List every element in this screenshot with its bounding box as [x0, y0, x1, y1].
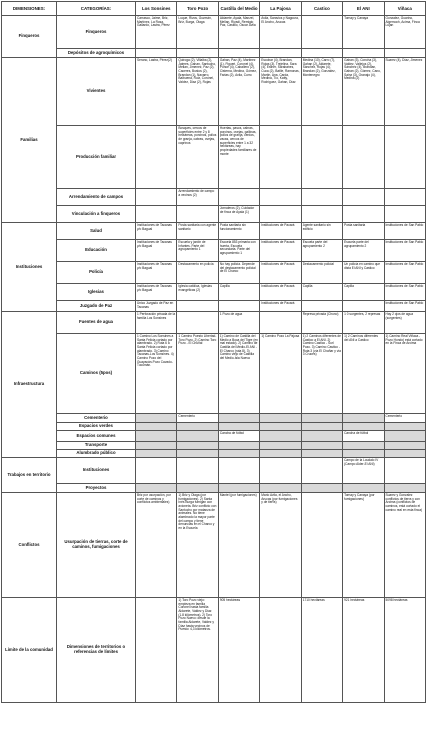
- value-cell: 921 hectáreas: [343, 598, 384, 703]
- table-row: [2, 16, 426, 49]
- value-cell: Capilla: [343, 284, 384, 301]
- value-cell: [384, 423, 425, 431]
- value-cell: [177, 301, 218, 312]
- category-cell: Vivientes: [57, 58, 136, 126]
- value-cell: Instituciones de San Pablo: [384, 301, 425, 312]
- category-cell: Espacios verdes: [57, 423, 136, 431]
- table-row: [2, 334, 426, 414]
- value-cell: [218, 458, 259, 484]
- table-row: [2, 414, 426, 423]
- table-row: [2, 598, 426, 703]
- header-el-ani: El ANI: [343, 2, 384, 16]
- value-cell: [136, 484, 177, 493]
- value-cell: 1 Camino Puesto Libertad-Toro Pozo. 2) Camino Toro Pozo - El Chuñal: [177, 334, 218, 414]
- value-cell: [301, 126, 342, 189]
- value-cell: [301, 493, 342, 598]
- value-cell: Instituciones de Pacará: [260, 284, 301, 301]
- category-cell: Finqueros: [57, 16, 136, 49]
- table-row: [2, 58, 426, 126]
- value-cell: Campo de la Loudalo IV (Campo Alder-El ANI): [343, 458, 384, 484]
- dimension-cell: Finqueros: [2, 16, 57, 58]
- value-cell: [343, 189, 384, 206]
- value-cell: Instituciones de Tacanas y/o Bagual: [136, 223, 177, 240]
- dimension-cell: Infraestructura: [2, 312, 57, 458]
- category-cell: Producción familiar: [57, 126, 136, 189]
- value-cell: [301, 450, 342, 458]
- value-cell: [218, 414, 259, 423]
- category-cell: Arrendamiento de campos: [57, 189, 136, 206]
- table-row: [2, 301, 426, 312]
- value-cell: [218, 301, 259, 312]
- category-cell: Dimensiones de territorios o referencias de límites: [57, 598, 136, 703]
- value-cell: Instituciones de San Pablo: [384, 223, 425, 240]
- category-cell: Juzgado de Paz: [57, 301, 136, 312]
- category-cell: Proyectos: [57, 484, 136, 493]
- value-cell: [343, 206, 384, 223]
- value-cell: Avila, Saravios y Nagoura, El Ancho, Arucas: [260, 16, 301, 49]
- header-vinaca: Viñaca: [384, 2, 425, 16]
- table-row: [2, 493, 426, 598]
- table-row: [2, 284, 426, 301]
- value-cell: Cancha de fútbol: [218, 431, 259, 442]
- value-cell: Escuela parte del agrupamiento 2: [301, 240, 342, 262]
- value-cell: [384, 126, 425, 189]
- value-cell: 1 Perforación privada de la familia Los Sonsines: [136, 312, 177, 334]
- value-cell: [343, 49, 384, 58]
- value-cell: [343, 414, 384, 423]
- value-cell: [343, 301, 384, 312]
- table-row: [2, 423, 426, 431]
- value-cell: Escuela 853 primaria con huerta. Escuela secundaria. Parte del agrupamiento 1: [218, 240, 259, 262]
- value-cell: Un policía en camino que dista El ANI y Castico: [343, 262, 384, 284]
- value-cell: [218, 450, 259, 458]
- value-cell: [260, 423, 301, 431]
- value-cell: Instituciones de San Pablo: [384, 240, 425, 262]
- value-cell: 1 Camino Los Sonsines a Santa Felicia cortado por alambrado. 2) Ruta 6 a Santa Felicia cortado por alambrado. 3) Camino Tacanas-Los Sonsines. 4) Camino Pozo del Guayacán-Pozo Cavado-Tucumán.: [136, 334, 177, 414]
- value-cell: Instituciones de Pacará: [260, 262, 301, 284]
- value-cell: [384, 189, 425, 206]
- value-cell: 5098 hectáreas: [384, 598, 425, 703]
- value-cell: [343, 450, 384, 458]
- value-cell: Mario Avila, el Ancho, Arucas (por fumigaciones y de tierra): [260, 493, 301, 598]
- value-cell: No hay policía. Depende del destacamento policial de El Charco: [218, 262, 259, 284]
- value-cell: Suarez y Gonzalez conflictos de tierra y con Arcima (conflictos de caminos, está cortado el camino real en esta finca): [384, 493, 425, 598]
- header-castico: Castico: [301, 2, 342, 16]
- value-cell: [177, 312, 218, 334]
- value-cell: Escobar (4), Brandan, Rojas (3), Trejelina, Sara (4), Esther, Sarabanes, Cuca (2), Batlle, Ramonas, Martín, Ana, Carda, Medina, Tío, Katty, Rodríguez, Gahan, Díaz: [260, 58, 301, 126]
- value-cell: 1 Pozo de agua: [218, 312, 259, 334]
- value-cell: Posta sanitaria: [343, 223, 384, 240]
- dimension-cell: Límite de la comunidad: [2, 598, 57, 703]
- value-cell: [301, 458, 342, 484]
- category-cell: Salud: [57, 223, 136, 240]
- category-cell: Cementerio: [57, 414, 136, 423]
- value-cell: [177, 206, 218, 223]
- value-cell: [301, 301, 342, 312]
- value-cell: [136, 206, 177, 223]
- value-cell: [136, 49, 177, 58]
- value-cell: Briz por usurpación, por corte de caminos y conflictos ambientales): [136, 493, 177, 598]
- value-cell: [260, 598, 301, 703]
- value-cell: Instituciones de Tacanas y/o Bagual: [136, 284, 177, 301]
- table-row: [2, 223, 426, 240]
- dimension-cell: Instituciones: [2, 223, 57, 312]
- value-cell: [218, 442, 259, 450]
- dimension-cell: Trabajos en territorio: [2, 458, 57, 493]
- value-cell: 1) Toro Pozo viejo: empieza en familia Coronel hasta familia Aldarete, Valdez y Díaz (1.8 kilómetros). 2) Toro Pozo Nuevo: desde la familia Aldarete, Valdez y Díaz hasta vecinos de Puesto: 4,3 kilómetros.: [177, 598, 218, 703]
- value-cell: [260, 189, 301, 206]
- value-cell: [136, 458, 177, 484]
- value-cell: [301, 16, 342, 49]
- value-cell: 1) 2 Caminos diferentes de Castico a El ANI. 2) Camino Castico - Surl Pozo. 3) Camino Castico - Ruta 3 (vía El Chañar y vía 3 Cruces): [301, 334, 342, 414]
- value-cell: [260, 450, 301, 458]
- value-cell: Cancha de fútbol: [343, 431, 384, 442]
- value-cell: [260, 484, 301, 493]
- category-cell: Depósitos de agroquímicos: [57, 49, 136, 58]
- header-castilla-del-medio: Castilla del Medio: [218, 2, 259, 16]
- value-cell: Capilla: [301, 284, 342, 301]
- value-cell: [260, 442, 301, 450]
- value-cell: Instituciones de Pacará: [260, 223, 301, 240]
- table-row: [2, 312, 426, 334]
- value-cell: Posta sanitaria sin funcionamiento: [218, 223, 259, 240]
- value-cell: 1) Briz y Olaga (por fumigaciones). 2) Santa Inés Burga fumigan con avioneta. Briz conflicto con Santucho por matanza de animales. No tiene alambrado la mayor parte del campo y tiene denuncias en el Charco y en la Escuela: [177, 493, 218, 598]
- value-cell: [301, 442, 342, 450]
- value-cell: [384, 206, 425, 223]
- table-row: [2, 240, 426, 262]
- value-cell: [136, 423, 177, 431]
- value-cell: Bosques, cercos de superficies entre 2 y 8 hectáreas, porcinos, pollos de granja, cabras, ovejas, caprinos: [177, 126, 218, 189]
- value-cell: 1) Camino de Castilla del Medio a Boca del Tigre (en mal estado). 2) Camino de Castilla del Medio-El ANI - El Charco (ruta 8). 3) Camino viejo de Castilla del Medio-Isla Nueva: [218, 334, 259, 414]
- value-cell: [384, 442, 425, 450]
- value-cell: Gonzalez, Guarino, Algemoch, Acima, Finca Lujan: [384, 16, 425, 49]
- value-cell: [177, 442, 218, 450]
- value-cell: Hay 2 ojos de agua (surgentes): [384, 312, 425, 334]
- value-cell: Único Juzgado de Paz en Tacanas: [136, 301, 177, 312]
- value-cell: 1) Camino Pozo La Pajosa: [260, 334, 301, 414]
- value-cell: [301, 414, 342, 423]
- header-los-sonsines: Los Sonsines: [136, 2, 177, 16]
- value-cell: [260, 312, 301, 334]
- table-row: [2, 262, 426, 284]
- header-la-pajosa: La Pajosa: [260, 2, 301, 16]
- value-cell: Posta sanitaria con agente sanitario: [177, 223, 218, 240]
- table-row: [2, 189, 426, 206]
- value-cell: [384, 450, 425, 458]
- value-cell: [343, 442, 384, 450]
- value-cell: Luque, Rizos, Guzmán, Briz, Burga, Olaga: [177, 16, 218, 49]
- value-cell: Tornay y Canaya: [343, 16, 384, 49]
- value-cell: Destacamento policial: [301, 262, 342, 284]
- value-cell: Destacamento en policía: [177, 262, 218, 284]
- header-dimensiones: DIMENSIONES:: [2, 2, 57, 16]
- value-cell: [260, 431, 301, 442]
- value-cell: [301, 431, 342, 442]
- value-cell: [218, 49, 259, 58]
- value-cell: [260, 414, 301, 423]
- value-cell: [177, 484, 218, 493]
- table-row: [2, 484, 426, 493]
- table-row: [2, 206, 426, 223]
- value-cell: Cementerio: [177, 414, 218, 423]
- value-cell: [218, 189, 259, 206]
- value-cell: [384, 431, 425, 442]
- category-cell: Espacios comunes: [57, 431, 136, 442]
- value-cell: Aldarete, Ayala, Manzel, Mellan, Rivadi, Remigio Paz, Castillo, Oscar Ávila: [218, 16, 259, 49]
- value-cell: Capilla: [218, 284, 259, 301]
- value-cell: Instituciones de Pacará: [260, 301, 301, 312]
- value-cell: Arrendamiento de campo a vecinos (2): [177, 189, 218, 206]
- value-cell: Represa privada (Chuno): [301, 312, 342, 334]
- category-cell: Alumbrado público: [57, 450, 136, 458]
- value-cell: Escuela parte del agrupamiento 2: [343, 240, 384, 262]
- category-cell: Instituciones: [57, 458, 136, 484]
- value-cell: 905 hectáreas: [218, 598, 259, 703]
- header-row: [2, 2, 426, 16]
- value-cell: [301, 49, 342, 58]
- value-cell: 1) Camino Real Viñaca - Pozo Hondo) está cortado en la Finca de Arcima: [384, 334, 425, 414]
- value-cell: Quiroga (2), Villalba (2), Jaimes, Gahan, Santucho, Mellan, Jimenez, Paz (2), Caceres, Bustos (2), Brandan (1), Navarro, Balbuena, Ruiz, Coronel, Valdez, Diaz (2), Rojas: [177, 58, 218, 126]
- value-cell: [218, 484, 259, 493]
- value-cell: Serano, Lastra, Pérez(2): [136, 58, 177, 126]
- category-cell: Iglesias: [57, 284, 136, 301]
- value-cell: [177, 458, 218, 484]
- value-cell: [384, 458, 425, 484]
- category-cell: Fuentes de agua: [57, 312, 136, 334]
- value-cell: Medina (10), Carro (7), Gahan (2), Aldarete, Sánchez, Rojas (4), Brandan (2), Gonzalez, Montenegro: [301, 58, 342, 126]
- value-cell: Instituciones de Pacará: [260, 240, 301, 262]
- value-cell: [177, 423, 218, 431]
- category-cell: Vinculación a finqueros: [57, 206, 136, 223]
- value-cell: Agente sanitario sin edificio: [301, 223, 342, 240]
- value-cell: [301, 423, 342, 431]
- table-row: [2, 431, 426, 442]
- value-cell: [301, 484, 342, 493]
- value-cell: 1710 hectáreas: [301, 598, 342, 703]
- value-cell: Mantel (por fumigaciones): [218, 493, 259, 598]
- value-cell: [343, 423, 384, 431]
- value-cell: [301, 206, 342, 223]
- value-cell: [136, 189, 177, 206]
- value-cell: [136, 414, 177, 423]
- value-cell: [136, 598, 177, 703]
- value-cell: [260, 126, 301, 189]
- value-cell: [218, 423, 259, 431]
- value-cell: [260, 49, 301, 58]
- table-row: [2, 450, 426, 458]
- value-cell: Instituciones de Tacanas y/o Bagual: [136, 240, 177, 262]
- value-cell: Carrasco, Jaime, Briz, Martínez, La Rosa, Gallardo, Lastra, Pérez: [136, 16, 177, 49]
- value-cell: [384, 49, 425, 58]
- value-cell: [260, 206, 301, 223]
- value-cell: Gahan, Paz (4), Martinez (1), Figueri, Coronel (4), Ponce (4), Caballero (2), Cisterna, Medina, Gómez, Farias (2), Avila, Curro: [218, 58, 259, 126]
- value-cell: 1 0 surgentes, 2 represas: [343, 312, 384, 334]
- value-cell: [177, 431, 218, 442]
- value-cell: [136, 431, 177, 442]
- value-cell: Cementerio: [384, 414, 425, 423]
- value-cell: [343, 126, 384, 189]
- value-cell: Suarez (4), Díaz, Jimenez: [384, 58, 425, 126]
- dimension-cell: Familias: [2, 58, 57, 223]
- table-row: [2, 442, 426, 450]
- value-cell: [343, 484, 384, 493]
- value-cell: [260, 458, 301, 484]
- category-cell: Educación: [57, 240, 136, 262]
- value-cell: Instituciones de San Pablo: [384, 262, 425, 284]
- category-cell: Usurpación de tierras, corte de caminos, fumigaciones: [57, 493, 136, 598]
- header-toro-pozo: Toro Pozo: [177, 2, 218, 16]
- value-cell: Jornaleros (2), Cuidador de finca de Ayala (1): [218, 206, 259, 223]
- territory-table: [1, 1, 426, 703]
- header-categorias: CATEGORÍAS:: [57, 2, 136, 16]
- value-cell: [136, 450, 177, 458]
- table-row: [2, 126, 426, 189]
- value-cell: [136, 126, 177, 189]
- value-cell: Iglesia católica, Iglesias evangélicas (2): [177, 284, 218, 301]
- value-cell: Escuela y jardín de Infantes. Parte del agrupamiento 1: [177, 240, 218, 262]
- value-cell: [177, 49, 218, 58]
- table-body: [2, 16, 426, 703]
- value-cell: [384, 484, 425, 493]
- value-cell: Tornay y Canaya (por fumigaciones): [343, 493, 384, 598]
- dimension-cell: Conflictos: [2, 493, 57, 598]
- category-cell: Transporte: [57, 442, 136, 450]
- value-cell: Instituciones de Tacanas y/o Bagual: [136, 262, 177, 284]
- table-row: [2, 458, 426, 484]
- category-cell: Caminos (5pos): [57, 334, 136, 414]
- table-row: [2, 49, 426, 58]
- value-cell: Gahan (3), Concha (3), Valdez, Vallejos (2), Sánchez (4), Brandan, Gahan (2), Gómez, Cano, Sainz (3), Granajo (4), Medina (2): [343, 58, 384, 126]
- category-cell: Policía: [57, 262, 136, 284]
- value-cell: Instituciones de San Pablo: [384, 284, 425, 301]
- value-cell: 1) 2 Caminos diferentes del ANI a Castico: [343, 334, 384, 414]
- value-cell: [177, 450, 218, 458]
- value-cell: [136, 442, 177, 450]
- value-cell: Huertas, pasos, cabras, porcinos, ovejas, gallinas, pollos de granja, cerdos, vacas, cercos de superficies entre 1 a 32 hectáreas, hay propiedades familiares de monte: [218, 126, 259, 189]
- value-cell: [301, 189, 342, 206]
